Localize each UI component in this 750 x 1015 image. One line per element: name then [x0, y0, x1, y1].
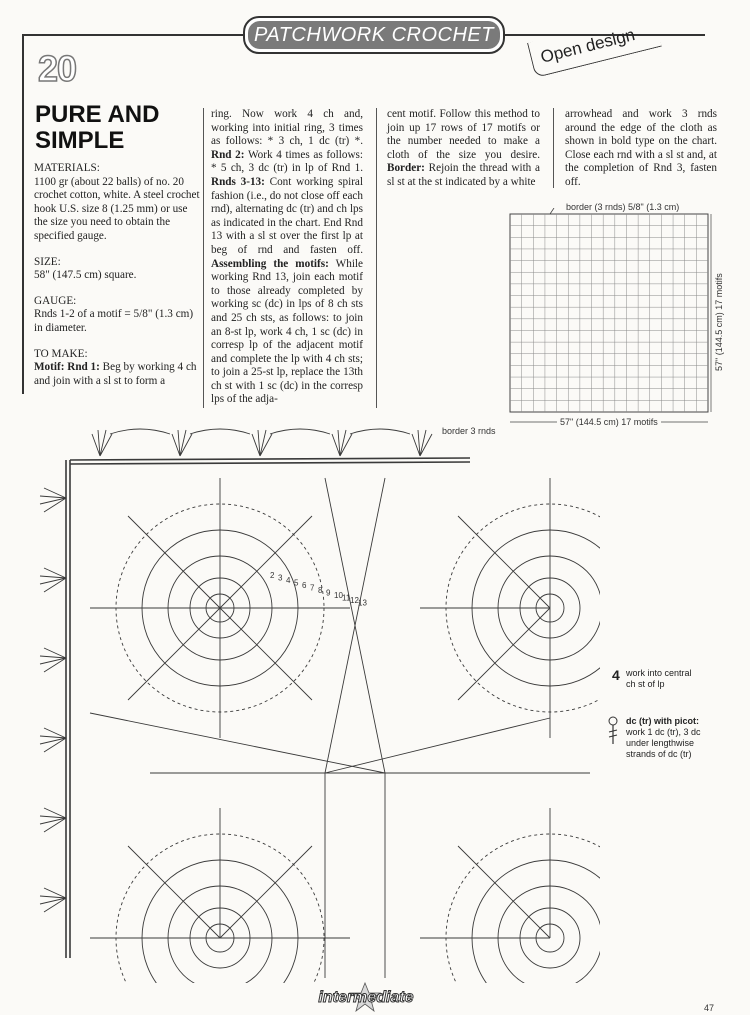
materials-heading: MATERIALS:: [34, 162, 100, 174]
stitch-chart: [30, 418, 600, 983]
series-title: PATCHWORK CROCHET: [248, 21, 500, 49]
motif-top-right: [420, 478, 600, 738]
col1-text-3: Cont working spiral fashion (i.e., do not close off each rnd), alternating dc (tr) and ch lps as indicated in the chart. End Rnd 13 with a sl st over the first lp at beg of rnd and fasten off.: [211, 175, 363, 256]
round-label: 10: [334, 591, 343, 600]
round-label: 11: [342, 593, 351, 603]
col1-text-1: ring. Now work 4 ch and, working into initial ring, 3 times as follows: * 3 ch, 1 dc (tr) *.: [211, 108, 363, 148]
motif-top-left: [90, 478, 350, 738]
round-label: 7: [310, 583, 315, 593]
title-line-2: SIMPLE: [35, 127, 125, 154]
left-border-rule: [22, 34, 24, 394]
col1-bold-1: Rnd 2:: [211, 148, 245, 161]
assembly-grid-chart: [506, 208, 716, 430]
materials-column: [34, 162, 200, 388]
column-divider-1: [203, 108, 204, 408]
motif-bottom-left: [90, 808, 350, 983]
picot-title: dc (tr) with picot:: [626, 716, 699, 726]
round-label: 8: [318, 586, 323, 595]
size-heading: SIZE:: [34, 255, 61, 268]
central-ch-line-1: work into central: [626, 668, 692, 678]
legend-central-ch: [612, 668, 692, 690]
column-divider-3: [553, 108, 554, 188]
big-chart-border-label: border 3 rnds: [442, 426, 496, 436]
central-ch-line-2: ch st of lp: [626, 679, 665, 689]
difficulty-level: intermediate: [318, 989, 414, 1006]
materials-text: 1100 gr (about 22 balls) of no. 20 crochet cotton, white. A steel crochet hook U.S. size 8 (1.25 mm) or use the size you need to obtain the specified gauge.: [34, 175, 200, 242]
col1-text-2: Work 4 times as follows: * 5 ch, 3 dc (tr) in lp of Rnd 1.: [211, 148, 364, 175]
left-border-fans: [40, 488, 66, 912]
col1-bold-3: Assembling the motifs:: [211, 257, 329, 270]
gauge-text: Rnds 1-2 of a motif = 5/8" (1.3 cm) in diameter.: [34, 308, 194, 334]
col2-text-1: cent motif. Follow this method to join up 17 rows of 17 motifs or the number needed to make a cloth of the size you desire.: [387, 108, 540, 161]
motif-label: Motif: Rnd 1:: [34, 361, 100, 374]
col1-text-4: While working Rnd 13, join each motif to those already completed by working sc (dc) in lps of 8 ch sts and 25 ch sts, as follows: to join an 8-st lp, work 4 ch, 1 sc (dc) in corresp lp of the adjacent motif and complete the lp with 4 ch sts; to join a 25-st lp, replace the 13th ch st with 1 sc (dc) in the corresp lps of the adja-: [211, 257, 363, 406]
round-label: 6: [302, 581, 307, 590]
round-label: 4: [286, 576, 291, 585]
round-label: 3: [278, 573, 283, 583]
round-label: 5: [294, 578, 299, 588]
motif-text: Beg by working 4 ch and join with a sl st to form a: [34, 361, 197, 387]
pattern-title: [35, 102, 159, 154]
top-border-fans: [92, 429, 432, 456]
to-make-heading: TO MAKE:: [34, 347, 88, 360]
round-label: 2: [270, 571, 275, 580]
page-number: 47: [704, 1003, 715, 1013]
picot-line-3: strands of dc (tr): [626, 749, 692, 759]
round-label: 9: [326, 588, 331, 598]
round-label: 13: [358, 598, 367, 608]
series-banner: [243, 16, 505, 54]
header-rule-left: [22, 34, 243, 36]
col1-bold-2: Rnds 3-13:: [211, 175, 265, 188]
open-design-tag: [527, 12, 662, 78]
small-chart-border-label: border (3 rnds) 5/8" (1.3 cm): [566, 202, 680, 212]
picot-line-2: under lengthwise: [626, 738, 695, 748]
small-chart-height-label: 57" (144.5 cm) 17 motifs: [714, 270, 724, 374]
tag-label: Open design: [538, 25, 637, 67]
instructions-column-3: [565, 108, 717, 190]
instructions-column-2: [387, 108, 540, 190]
picot-stitch-icon: [606, 716, 620, 746]
motif-bottom-right: [420, 808, 600, 983]
size-text: 58" (147.5 cm) square.: [34, 269, 137, 282]
picot-line-1: work 1 dc (tr), 3 dc: [626, 727, 701, 737]
small-chart-width-label: 57" (144.5 cm) 17 motifs: [557, 417, 661, 427]
col2-bold-1: Border:: [387, 162, 425, 175]
col2-text-2: Rejoin the thread with a sl st at the st indicated by a white: [387, 162, 540, 188]
central-ch-symbol: 4: [612, 667, 620, 683]
legend-picot: [606, 716, 701, 760]
column-divider-2: [376, 108, 377, 408]
round-label: 12: [350, 596, 359, 605]
col3-text-1: arrowhead and work 3 rnds around the edge of the cloth as shown in bold type on the chart. Close each rnd with a sl st and, at the completion of Rnd 3, fasten off.: [565, 108, 717, 188]
title-line-1: PURE AND: [35, 101, 160, 128]
gauge-heading: GAUGE:: [34, 294, 77, 307]
pattern-number: 20: [38, 48, 77, 89]
instructions-column-1: [211, 108, 363, 407]
